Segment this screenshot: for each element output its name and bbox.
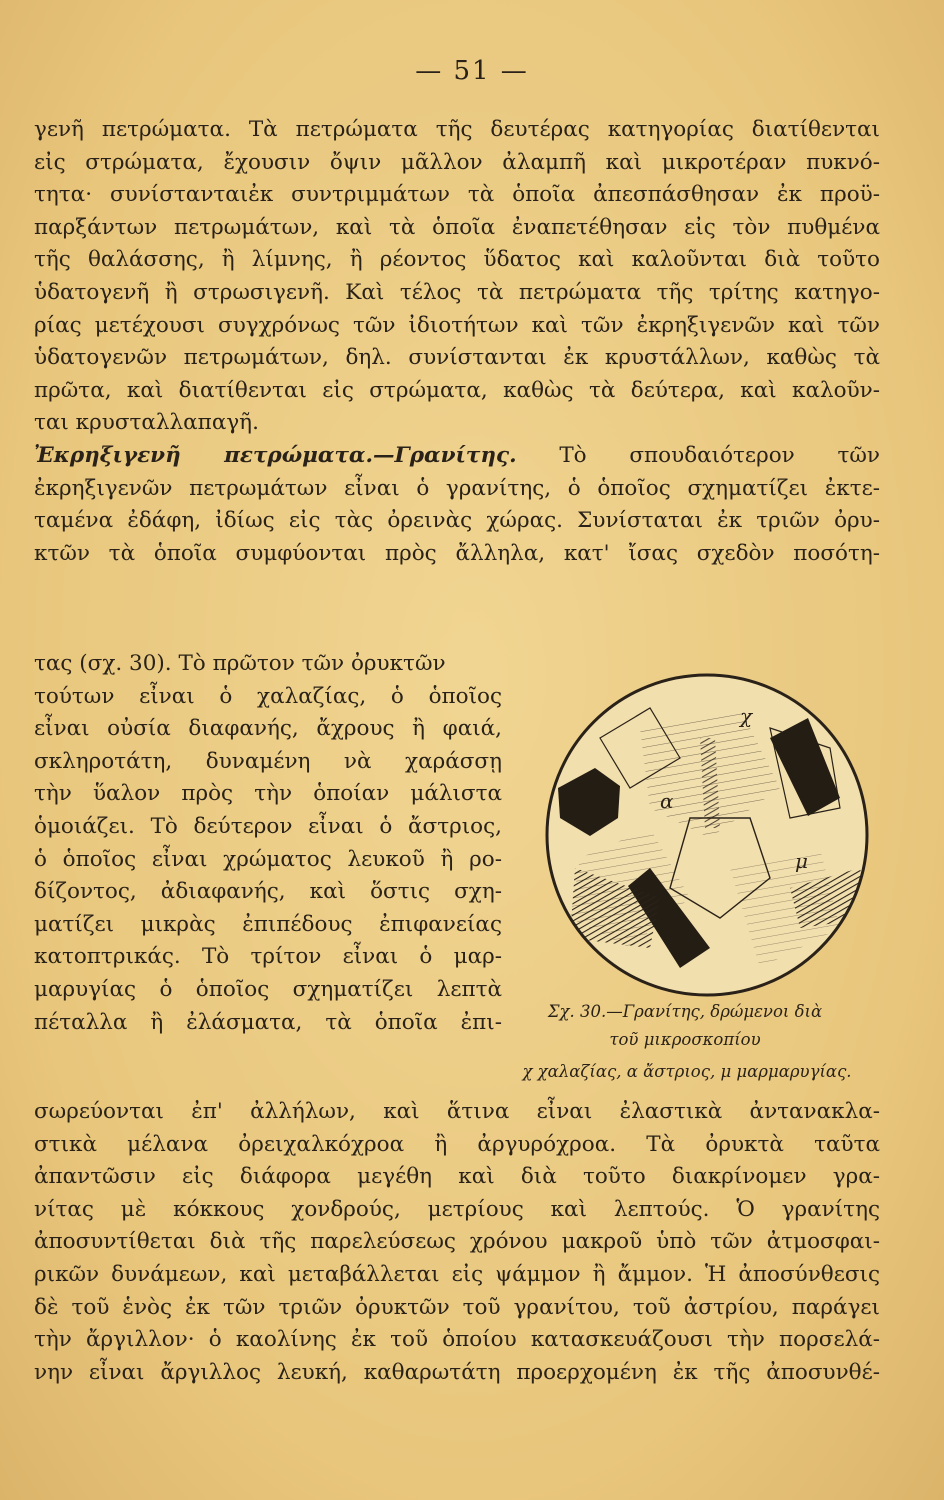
text-block-top: [34, 114, 880, 570]
text-line: [34, 1357, 880, 1390]
text-line: [34, 909, 502, 942]
text-line: [34, 941, 502, 974]
text-block-left: [34, 648, 502, 1039]
line-text: δίζοντος, ἀδιαφανής, καὶ ὅστις σχη-: [34, 879, 502, 905]
text-line: [34, 1324, 880, 1357]
text-line: [34, 778, 502, 811]
text-block-bottom: [34, 1096, 880, 1389]
text-line: [34, 310, 880, 343]
text-line: [34, 1007, 502, 1040]
line-text: ἀποσυντίθεται διὰ τῆς παρελεύσεως χρόνου μακροῦ ὑπὸ τῶν ἀτμοσφαι-: [34, 1229, 880, 1255]
line-text: τὴν ὕαλον πρὸς τὴν ὁποίαν μάλιστα: [34, 781, 502, 807]
text-line: [34, 114, 880, 147]
line-text: τας (σχ. 30). Τὸ πρῶτον τῶν ὀρυκτῶν: [34, 651, 446, 676]
line-text: δὲ τοῦ ἑνὸς ἐκ τῶν τριῶν ὀρυκτῶν τοῦ γρανίτου, τοῦ ἀστρίου, παράγει: [34, 1294, 880, 1320]
figure-label-feldspar: α: [660, 789, 674, 813]
line-text: ται κρυσταλλαπαγῆ.: [34, 410, 259, 436]
text-line: [34, 1194, 880, 1227]
text-line: [34, 876, 502, 909]
text-line: [34, 1259, 880, 1292]
line-text: τούτων εἶναι ὁ χαλαζίας, ὁ ὁποῖος: [34, 683, 502, 709]
line-text: ρικῶν δυνάμεων, καὶ μεταβάλλεται εἰς ψάμμον ἢ ἄμμον. Ἡ ἀποσύνθεσις: [34, 1261, 880, 1287]
text-line: [34, 1226, 880, 1259]
text-line: [34, 179, 880, 212]
text-line: [34, 244, 880, 277]
text-line: [34, 746, 502, 779]
text-line: [34, 844, 502, 877]
line-text: ὑδατογενῶν πετρωμάτων, δηλ. συνίστανται ἐκ κρυστάλλων, καθὼς τὰ: [34, 345, 880, 371]
line-text: στικὰ μέλανα ὀρειχαλκόχροα ἢ ἀργυρόχροα. Τὰ ὀρυκτὰ ταῦτα: [34, 1131, 880, 1157]
text-line: [34, 342, 880, 375]
line-text: ἀπαντῶσιν εἰς διάφορα μεγέθη καὶ διὰ τοῦτο διακρίνομεν γρα-: [34, 1164, 880, 1190]
text-line: [34, 1096, 880, 1129]
line-text: νίτας μὲ κόκκους χονδρούς, μετρίους καὶ λεπτούς. Ὁ γρανίτης: [34, 1196, 880, 1222]
text-line: [34, 147, 880, 180]
line-text: πέταλλα ἢ ἐλάσματα, τὰ ὁποῖα ἐπι-: [34, 1009, 502, 1035]
line-text: ὁ ὁποῖος εἶναι χρώματος λευκοῦ ἢ ρο-: [34, 846, 502, 872]
text-line: [34, 681, 502, 714]
granite-microscope-figure: [540, 668, 874, 1002]
text-line: [34, 212, 880, 245]
text-line: [34, 505, 880, 538]
line-text: τῆς θαλάσσης, ἢ λίμνης, ἢ ρέοντος ὕδατος καὶ καλοῦνται διὰ τοῦτο: [34, 247, 880, 273]
text-line: [34, 473, 880, 506]
line-text: μαρυγίας ὁ ὁποῖος σχηματίζει λεπτὰ: [34, 976, 502, 1002]
section-heading: Ἐκρηξιγενῆ πετρώματα.—Γρανίτης.: [34, 442, 517, 468]
text-line: [34, 407, 880, 440]
line-text: σκληροτάτη, δυναμένη νὰ χαράσσῃ: [34, 748, 502, 774]
figure-label-quartz: χ: [740, 704, 753, 728]
line-text: κτῶν τὰ ὁποῖα συμφύονται πρὸς ἄλληλα, κατ' ἴσας σχεδὸν ποσότη-: [34, 540, 880, 566]
text-line: [34, 974, 502, 1007]
figure-caption-line-1: Σχ. 30.—Γρανίτης, δρώμενοι διὰ: [547, 1002, 823, 1021]
figure-caption-line-2: τοῦ μικροσκοπίου: [609, 1030, 761, 1049]
text-line: [34, 811, 502, 844]
text-line: [34, 1129, 880, 1162]
figure-label-mica: μ: [795, 849, 808, 873]
line-text: κατοπτρικάς. Τὸ τρίτον εἶναι ὁ μαρ-: [34, 944, 502, 970]
line-text: παρξάντων πετρωμάτων, καὶ τὰ ὁποῖα ἐναπετέθησαν εἰς τὸν πυθμένα: [34, 214, 880, 240]
line-text: εἶναι οὐσία διαφανής, ἄχρους ἢ φαιά,: [34, 716, 502, 742]
line-text: ματίζει μικρὰς ἐπιπέδους ἐπιφανείας: [34, 911, 502, 937]
line-text: τὴν ἄργιλλον· ὁ καολίνης ἐκ τοῦ ὁποίου κατασκευάζουσι τὴν πορσελά-: [34, 1327, 880, 1353]
line-text: ρίας μετέχουσι συγχρόνως τῶν ἰδιοτήτων καὶ τῶν ἐκρηξιγενῶν καὶ τῶν: [34, 312, 880, 338]
line-text: ἐκρηξιγενῶν πετρωμάτων εἶναι ὁ γρανίτης, ὁ ὁποῖος σχηματίζει ἐκτε-: [34, 475, 880, 501]
line-text: ταμένα ἐδάφη, ἰδίως εἰς τὰς ὀρεινὰς χώρας. Συνίσταται ἐκ τριῶν ὀρυ-: [34, 508, 880, 534]
text-line: [34, 538, 880, 571]
page-number: — 51 —: [415, 56, 529, 86]
line-text: Τὸ σπουδαιότερον τῶν: [516, 442, 880, 468]
text-line: [34, 713, 502, 746]
line-text: ὑδατογενῆ ἢ στρωσιγενῆ. Καὶ τέλος τὰ πετρώματα τῆς τρίτης κατηγο-: [34, 279, 880, 305]
line-text: τητα· συνίστανταιἐκ συντριμμάτων τὰ ὁποῖα ἀπεσπάσθησαν ἐκ προϋ-: [34, 182, 880, 208]
line-text: γενῆ πετρώματα. Τὰ πετρώματα τῆς δευτέρας κατηγορίας διατίθενται: [34, 117, 880, 142]
text-line: [34, 440, 880, 473]
text-line: [34, 277, 880, 310]
line-text: ὁμοιάζει. Τὸ δεύτερον εἶναι ὁ ἄστριος,: [34, 813, 502, 839]
line-text: νην εἶναι ἄργιλλος λευκή, καθαρωτάτη προερχομένη ἐκ τῆς ἀποσυνθέ-: [34, 1359, 880, 1385]
line-text: πρῶτα, καὶ διατίθενται εἰς στρώματα, καθὼς τὰ δεύτερα, καὶ καλοῦν-: [34, 377, 880, 403]
line-text: εἰς στρώματα, ἔχουσιν ὄψιν μᾶλλον ἀλαμπῆ καὶ μικροτέραν πυκνό-: [34, 149, 880, 175]
text-line: [34, 1292, 880, 1325]
line-text: σωρεύονται ἐπ' ἀλλήλων, καὶ ἅτινα εἶναι ἐλαστικὰ ἀντανακλα-: [34, 1099, 880, 1124]
text-line: [34, 1161, 880, 1194]
text-line: [34, 648, 502, 681]
text-line: [34, 375, 880, 408]
figure-caption-legend: χ χαλαζίας, α ἄστριος, μ μαρμαρυγίας.: [522, 1062, 852, 1081]
